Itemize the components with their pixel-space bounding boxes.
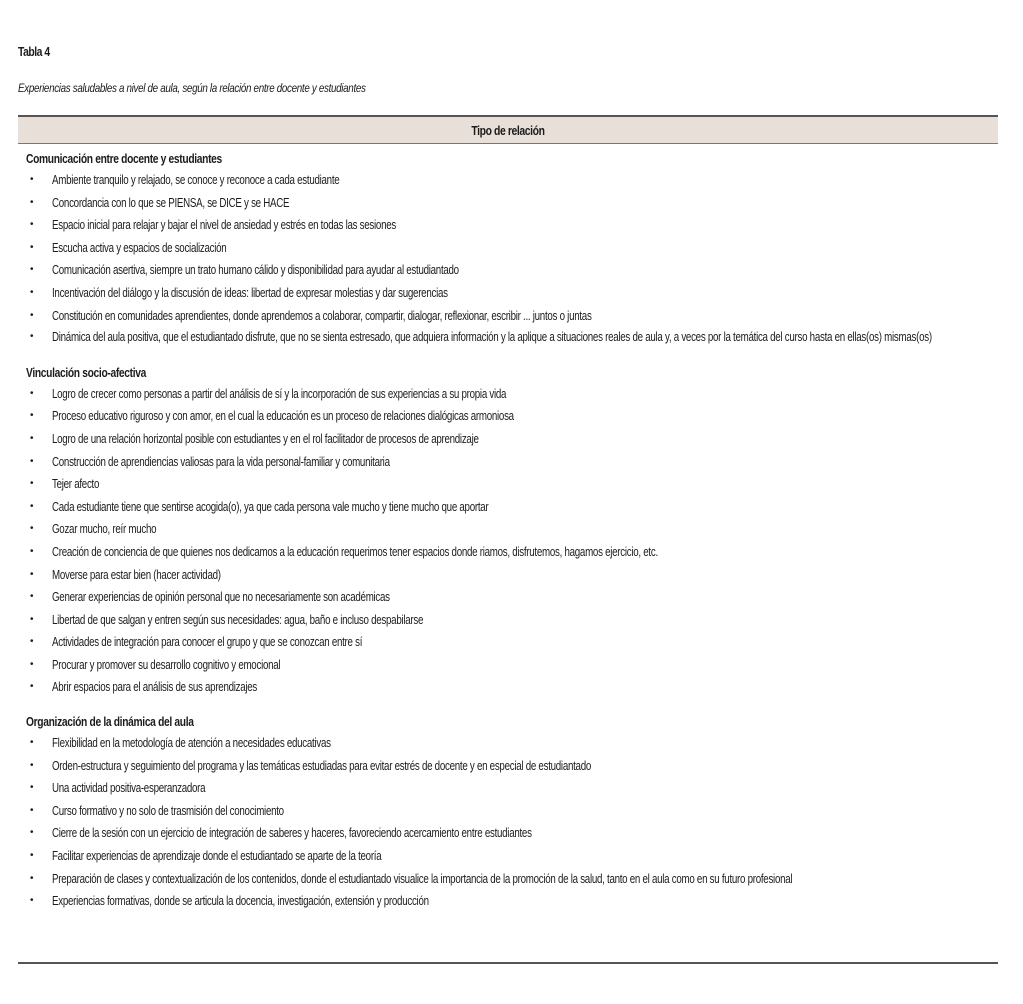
bullet-icon: •: [30, 658, 34, 670]
list-item: • Proceso educativo riguroso y con amor, en el cual la educación es un proceso de relaciones dialógicas armoniosa: [18, 405, 1003, 428]
list-item: • Una actividad positiva-esperanzadora: [18, 777, 1003, 800]
list-item: • Dinámica del aula positiva, que el estudiantado disfrute, que no se sienta estresado, que adquiera información y la aplique a situaciones reales de aula y, a veces por la temática del curso hasta en ellas(os) mismas(os): [18, 327, 1003, 350]
bullet-icon: •: [30, 219, 34, 231]
bullet-icon: •: [30, 264, 34, 276]
section-organizacion: [18, 713, 1003, 913]
list-item: • Abrir espacios para el análisis de sus aprendizajes: [18, 676, 1003, 699]
list-item: • Cierre de la sesión con un ejercicio de integración de saberes y haceres, favoreciendo acercamiento entre estudiantes: [18, 822, 1003, 845]
list-item: • Comunicación asertiva, siempre un trato humano cálido y disponibilidad para ayudar al estudiantado: [18, 259, 1003, 282]
item-list: [18, 169, 1003, 350]
bullet-icon: •: [30, 545, 34, 557]
list-item: • Facilitar experiencias de aprendizaje donde el estudiantado se aparte de la teoría: [18, 845, 1003, 868]
bullet-icon: •: [30, 523, 34, 535]
bullet-icon: •: [30, 455, 34, 467]
bullet-icon: •: [30, 591, 34, 603]
bullet-icon: •: [30, 737, 34, 749]
list-item: • Creación de conciencia de que quienes nos dedicamos a la educación requerimos tener espacios donde riamos, disfrutemos, hagamos ejercicio, etc.: [18, 541, 1003, 564]
list-item: • Logro de una relación horizontal posible con estudiantes y en el rol facilitador de procesos de aprendizaje: [18, 428, 1003, 451]
list-item: • Moverse para estar bien (hacer actividad): [18, 564, 1003, 587]
list-item: • Curso formativo y no solo de trasmisión del conocimiento: [18, 800, 1003, 823]
list-item: • Cada estudiante tiene que sentirse acogida(o), ya que cada persona vale mucho y tiene mucho que aportar: [18, 496, 1003, 519]
bullet-icon: •: [30, 681, 34, 693]
bullet-icon: •: [30, 782, 34, 794]
list-item: • Libertad de que salgan y entren según sus necesidades: agua, baño e incluso despabilarse: [18, 609, 1003, 632]
list-item: • Gozar mucho, reír mucho: [18, 518, 1003, 541]
item-list: [18, 383, 1003, 699]
bullet-icon: •: [30, 850, 34, 862]
bullet-icon: •: [30, 613, 34, 625]
section-comunicacion: [18, 150, 1003, 350]
list-item: • Orden-estructura y seguimiento del programa y las temáticas estudiadas para evitar estrés de docente y en especial de estudiantado: [18, 755, 1003, 778]
section-title: Comunicación entre docente y estudiantes: [26, 152, 222, 166]
table-caption: Experiencias saludables a nivel de aula, según la relación entre docente y estudiantes: [18, 81, 366, 95]
table-header: [18, 115, 998, 144]
bullet-icon: •: [30, 895, 34, 907]
list-item: • Logro de crecer como personas a partir del análisis de sí y la incorporación de sus experiencias a su propia vida: [18, 383, 1003, 406]
list-item: • Ambiente tranquilo y relajado, se conoce y reconoce a cada estudiante: [18, 169, 1003, 192]
bullet-icon: •: [30, 387, 34, 399]
bullet-icon: •: [30, 827, 34, 839]
list-item: • Escucha activa y espacios de socialización: [18, 237, 1003, 260]
bullet-icon: •: [30, 804, 34, 816]
list-item: • Flexibilidad en la metodología de atención a necesidades educativas: [18, 732, 1003, 755]
bullet-icon: •: [30, 432, 34, 444]
list-item: • Experiencias formativas, donde se articula la docencia, investigación, extensión y producción: [18, 890, 1003, 913]
bullet-icon: •: [30, 478, 34, 490]
section-title: Organización de la dinámica del aula: [26, 715, 194, 730]
list-item: • Actividades de integración para conocer el grupo y que se conozcan entre sí: [18, 631, 1003, 654]
list-item: • Procurar y promover su desarrollo cognitivo y emocional: [18, 654, 1003, 677]
bullet-icon: •: [30, 872, 34, 884]
bullet-icon: •: [30, 331, 34, 343]
bottom-rule: [18, 962, 998, 964]
bullet-icon: •: [30, 568, 34, 580]
list-item: • Constitución en comunidades aprendientes, donde aprendemos a colaborar, compartir, dialogar, reflexionar, escribir ... juntos o juntas: [18, 305, 1003, 328]
section-vinculacion: [18, 364, 1003, 699]
table-body: [18, 150, 1003, 927]
section-title: Vinculación socio-afectiva: [26, 365, 147, 380]
item-list: [18, 732, 1003, 913]
bullet-icon: •: [30, 759, 34, 771]
bullet-icon: •: [30, 636, 34, 648]
bullet-icon: •: [30, 174, 34, 185]
list-item: • Tejer afecto: [18, 473, 1003, 496]
bullet-icon: •: [30, 500, 34, 512]
list-item: • Preparación de clases y contextualización de los contenidos, donde el estudiantado visualice la importancia de la promoción de la salud, tanto en el aula como en su futuro profesional: [18, 868, 1003, 891]
bullet-icon: •: [30, 196, 34, 208]
list-item: • Construcción de aprendiencias valiosas para la vida personal-familiar y comunitaria: [18, 451, 1003, 474]
list-item: • Concordancia con lo que se PIENSA, se DICE y se HACE: [18, 192, 1003, 215]
bullet-icon: •: [30, 410, 34, 422]
bullet-icon: •: [30, 309, 34, 321]
list-item: • Incentivación del diálogo y la discusión de ideas: libertad de expresar molestias y dar sugerencias: [18, 282, 1003, 305]
bullet-icon: •: [30, 286, 34, 298]
list-item: • Espacio inicial para relajar y bajar el nivel de ansiedad y estrés en todas las sesiones: [18, 214, 1003, 237]
bullet-icon: •: [30, 241, 34, 253]
table-label: Tabla 4: [18, 44, 50, 59]
table-header-label: Tipo de relación: [471, 123, 545, 138]
list-item: • Generar experiencias de opinión personal que no necesariamente son académicas: [18, 586, 1003, 609]
